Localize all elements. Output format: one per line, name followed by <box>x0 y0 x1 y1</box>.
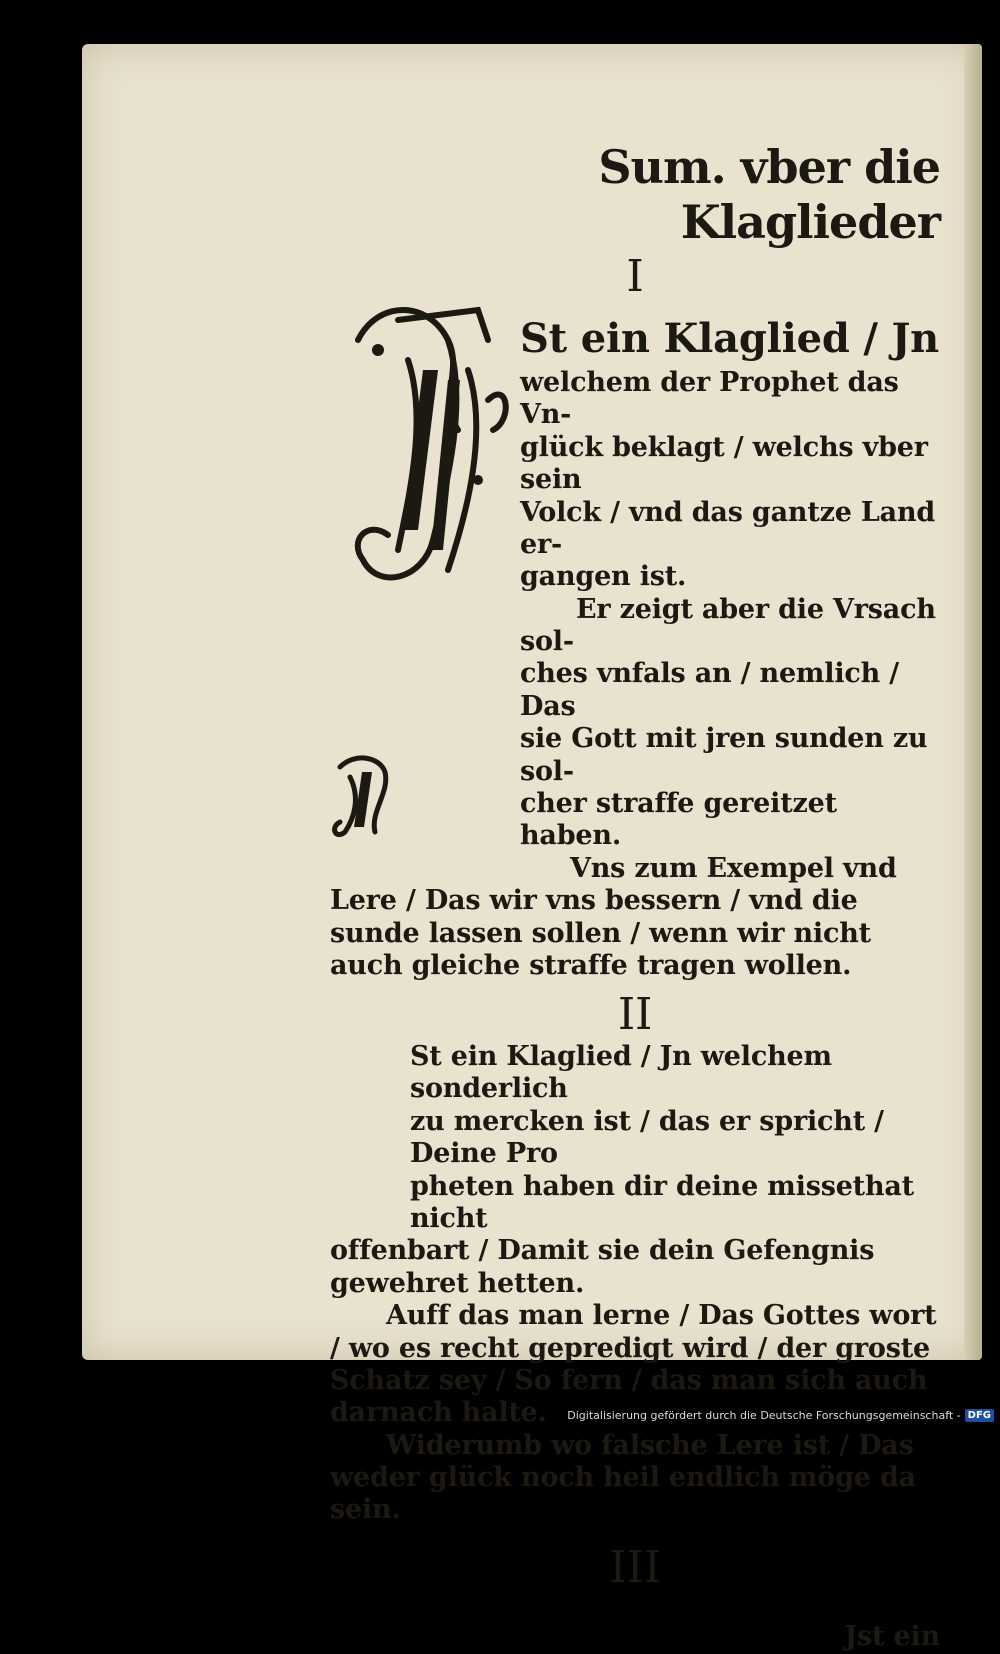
text-line: welchem der Prophet das Vn- <box>520 366 899 431</box>
text-line: cher straffe gereitzet haben. <box>520 788 837 852</box>
paragraph: Widerumb wo falsche Lere ist / Das weder glück noch heil endlich möge da sein. <box>330 1429 916 1526</box>
page-spine <box>964 44 982 1360</box>
text-line: pheten haben dir deine missethat nicht <box>410 1170 914 1234</box>
catchword: Jst ein <box>844 1621 940 1653</box>
text-line: ches vnfals an / nemlich / Das <box>520 658 899 722</box>
text-line: St ein Klaglied / Jn welchem sonderlich <box>410 1040 832 1105</box>
text-line: Er zeigt aber die Vrsach sol- <box>520 593 936 658</box>
section-first-line: St ein Klaglied / Jn <box>520 314 940 362</box>
section-1 <box>330 252 940 982</box>
text-line: gangen ist. <box>520 561 687 593</box>
text-line: glück beklagt / welchs vber sein <box>520 431 928 496</box>
section-numeral: I <box>626 251 644 303</box>
page-title: Sum. vber die Klaglieder <box>598 140 940 250</box>
credit-text: Digitalisierung gefördert durch die Deutsche Forschungsgemeinschaft - <box>567 1409 961 1422</box>
section-numeral: II <box>617 989 653 1041</box>
section-numeral: III <box>609 1541 661 1593</box>
dfg-logo: DFG <box>965 1409 994 1422</box>
text-line: Volck / vnd das gantze Land er- <box>520 496 936 560</box>
text-line: sie Gott mit jren sunden zu sol- <box>520 723 928 787</box>
digitization-credit <box>567 1409 994 1422</box>
section-2 <box>330 990 940 1526</box>
text-line: zu mercken ist / das er spricht / Deine Pro <box>410 1105 884 1170</box>
paragraph: Vns zum Exempel vnd Lere / Das wir vns bessern / vnd die sunde lassen sollen / wenn wir nicht auch gleiche straffe tragen wollen. <box>330 852 897 981</box>
paragraph: offenbart / Damit sie dein Gefengnis gewehret hetten. <box>330 1235 875 1299</box>
paragraph: Auff das man lerne / Das Gottes wort / wo es recht gepredigt wird / der groste Schatz sey / So fern / das man sich auch darnach halte. <box>330 1300 937 1429</box>
page-text <box>330 140 940 1654</box>
section-3 <box>330 1543 940 1654</box>
